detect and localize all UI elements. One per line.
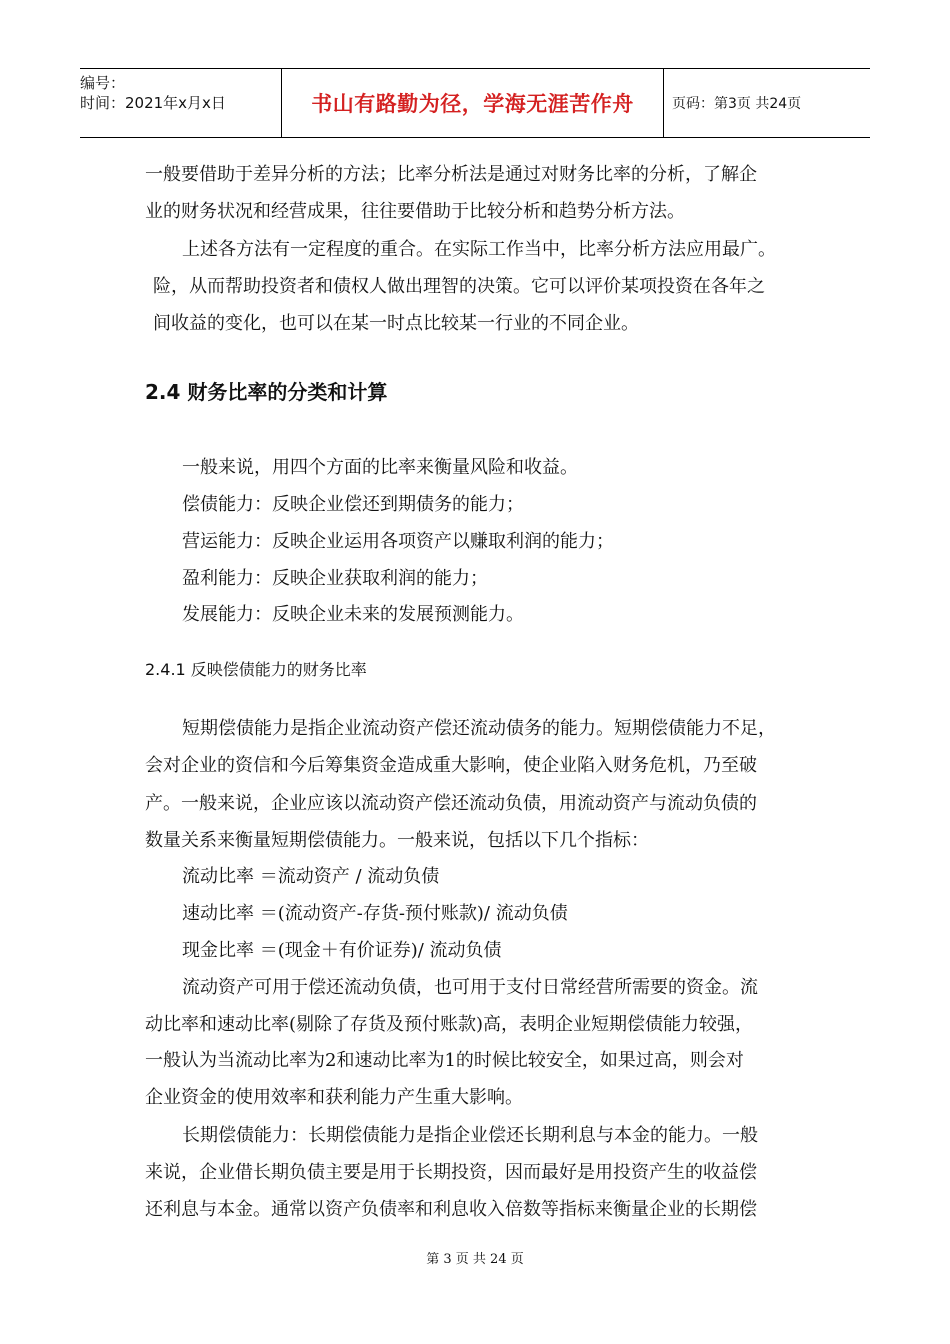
list-line: 一般来说，用四个方面的比率来衡量风险和收益。 (182, 457, 578, 478)
body-line: 还利息与本金。通常以资产负债率和利息收入倍数等指标来衡量企业的长期偿 (145, 1199, 757, 1220)
body-line: 数量关系来衡量短期偿债能力。一般来说，包括以下几个指标： (145, 830, 649, 851)
header-page-info: 页码：第3页 共24页 (672, 96, 802, 112)
list-line: 偿债能力：反映企业偿还到期债务的能力； (182, 494, 524, 515)
list-line: 营运能力：反映企业运用各项资产以赚取利润的能力； (182, 531, 614, 552)
body-line: 产。一般来说，企业应该以流动资产偿还流动负债，用流动资产与流动负债的 (145, 793, 757, 814)
body-line: 流动资产可用于偿还流动负债，也可用于支付日常经营所需要的资金。流 (182, 977, 758, 998)
header-number-label: 编号： (80, 74, 126, 92)
list-line: 盈利能力：反映企业获取利润的能力； (182, 568, 488, 589)
body-line: 一般认为当流动比率为2和速动比率为1的时候比较安全，如果过高，则会对 (145, 1050, 744, 1071)
paragraph-line: 一般要借助于差异分析的方法；比率分析法是通过对财务比率的分析，了解企 (145, 164, 757, 185)
header-date: 时间：2021年x月x日 (80, 94, 226, 112)
body-line: 动比率和速动比率(剔除了存货及预付账款)高，表明企业短期偿债能力较强， (145, 1014, 754, 1035)
body-line: 长期偿债能力：长期偿债能力是指企业偿还长期利息与本金的能力。一般 (182, 1125, 758, 1146)
header-meta (80, 69, 281, 137)
body-line: 会对企业的资信和今后筹集资金造成重大影响，使企业陷入财务危机，乃至破 (145, 755, 757, 776)
formula-line: 速动比率 ＝(流动资产-存货-预付账款)/ 流动负债 (182, 903, 568, 924)
page-footer: 第 3 页 共 24 页 (426, 1252, 524, 1267)
section-heading-2-4: 2.4 财务比率的分类和计算 (145, 380, 388, 404)
paragraph-line: 险，从而帮助投资者和债权人做出理智的决策。它可以评价某项投资在各年之 (153, 276, 765, 297)
header-motto: 书山有路勤为径，学海无涯苦作舟 (281, 69, 664, 137)
formula-line: 流动比率 ＝流动资产 / 流动负债 (182, 866, 440, 887)
body-line: 来说，企业借长期负债主要是用于长期投资，因而最好是用投资产生的收益偿 (145, 1162, 757, 1183)
paragraph-line: 业的财务状况和经营成果，往往要借助于比较分析和趋势分析方法。 (145, 201, 685, 222)
page-header (80, 68, 870, 138)
body-line: 企业资金的使用效率和获利能力产生重大影响。 (145, 1087, 523, 1108)
body-line: 短期偿债能力是指企业流动资产偿还流动债务的能力。短期偿债能力不足， (182, 718, 776, 739)
paragraph-line: 间收益的变化，也可以在某一时点比较某一行业的不同企业。 (153, 313, 639, 334)
formula-line: 现金比率 ＝(现金＋有价证券)/ 流动负债 (182, 940, 502, 961)
section-heading-2-4-1: 2.4.1 反映偿债能力的财务比率 (145, 660, 367, 679)
list-line: 发展能力：反映企业未来的发展预测能力。 (182, 604, 524, 625)
paragraph-line: 上述各方法有一定程度的重合。在实际工作当中，比率分析方法应用最广。 (182, 239, 776, 260)
